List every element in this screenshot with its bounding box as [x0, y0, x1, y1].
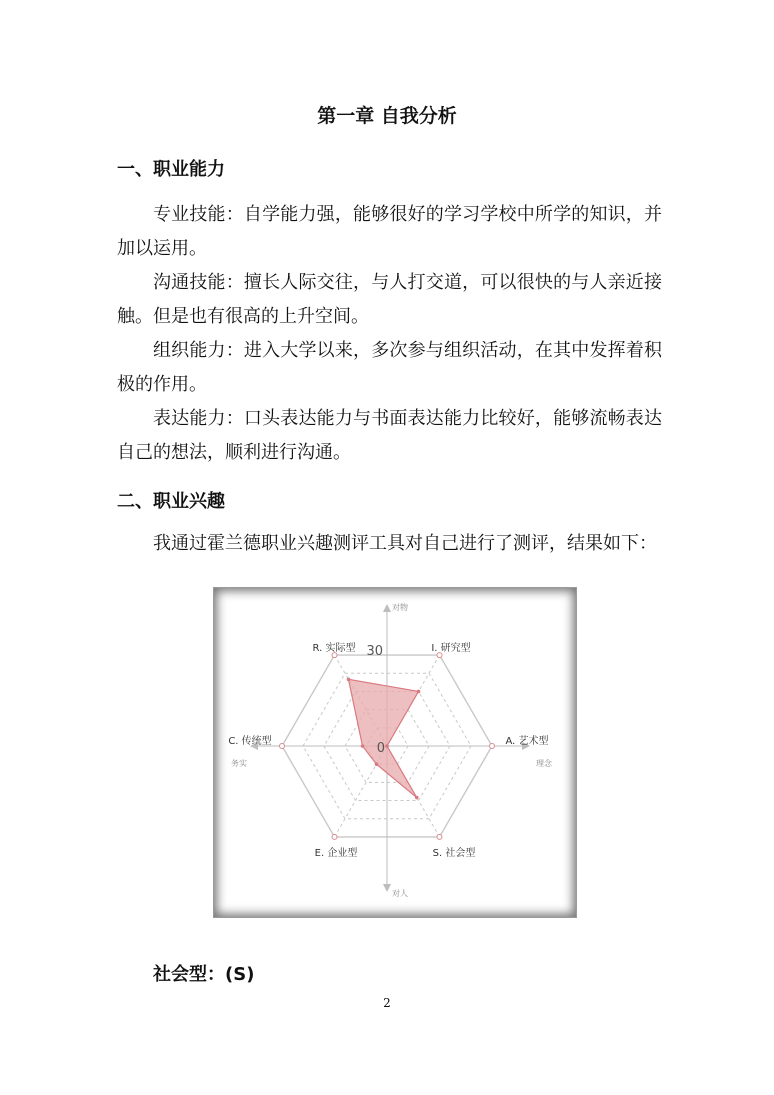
category-label-0: R. 实际型: [312, 643, 356, 654]
axis-label-right: 理念: [536, 759, 552, 768]
holland-radar-chart: [213, 587, 577, 918]
category-label-2: A. 艺术型: [505, 736, 549, 747]
axis-label-top: 对物: [392, 603, 408, 612]
paragraph-expression-ability: 表达能力：口头表达能力与书面表达能力比较好，能够流畅表达自己的想法，顺利进行沟通。: [117, 408, 662, 463]
axis-arrow-down-icon: [383, 884, 391, 892]
tick-label-min: 0: [376, 741, 385, 756]
tick-label-max: 30: [366, 644, 383, 659]
paragraph-organization-ability: 组织能力：进入大学以来，多次参与组织活动，在其中发挥着积极的作用。: [117, 340, 662, 395]
page-number: 2: [383, 996, 391, 1010]
axis-arrow-up-icon: [383, 604, 391, 612]
paragraph-interest-intro: 我通过霍兰德职业兴趣测评工具对自己进行了测评，结果如下：: [153, 533, 657, 554]
radar-data-point-3: [415, 796, 419, 800]
section-heading-interests: 二、职业兴趣: [117, 491, 225, 512]
radar-vertex-marker-5: [280, 744, 285, 749]
chapter-title: 第一章 自我分析: [317, 105, 457, 127]
axis-label-bottom: 对人: [392, 889, 408, 898]
category-label-5: C. 传统型: [228, 736, 272, 747]
radar-chart-svg: [214, 588, 578, 919]
social-type-heading: 社会型：(S): [153, 964, 255, 985]
axis-label-left: 务实: [231, 759, 247, 768]
radar-vertex-marker-2: [490, 744, 495, 749]
category-label-1: I. 研究型: [431, 643, 471, 654]
radar-data-point-2: [385, 744, 389, 748]
radar-vertex-marker-4: [332, 834, 337, 839]
section-heading-abilities: 一、职业能力: [117, 159, 225, 180]
paragraph-professional-skill: 专业技能：自学能力强，能够很好的学习学校中所学的知识，并加以运用。: [117, 204, 662, 259]
category-label-3: S. 社会型: [432, 848, 476, 859]
radar-data-point-5: [361, 744, 365, 748]
radar-vertex-marker-3: [437, 834, 442, 839]
category-label-4: E. 企业型: [314, 848, 358, 859]
radar-data-area: [349, 679, 419, 797]
radar-data-point-4: [375, 762, 379, 766]
paragraph-communication-skill: 沟通技能：擅长人际交往，与人打交道，可以很快的与人亲近接触。但是也有很高的上升空间。: [117, 272, 662, 327]
radar-data-point-0: [347, 678, 351, 682]
radar-data-point-1: [417, 690, 421, 694]
